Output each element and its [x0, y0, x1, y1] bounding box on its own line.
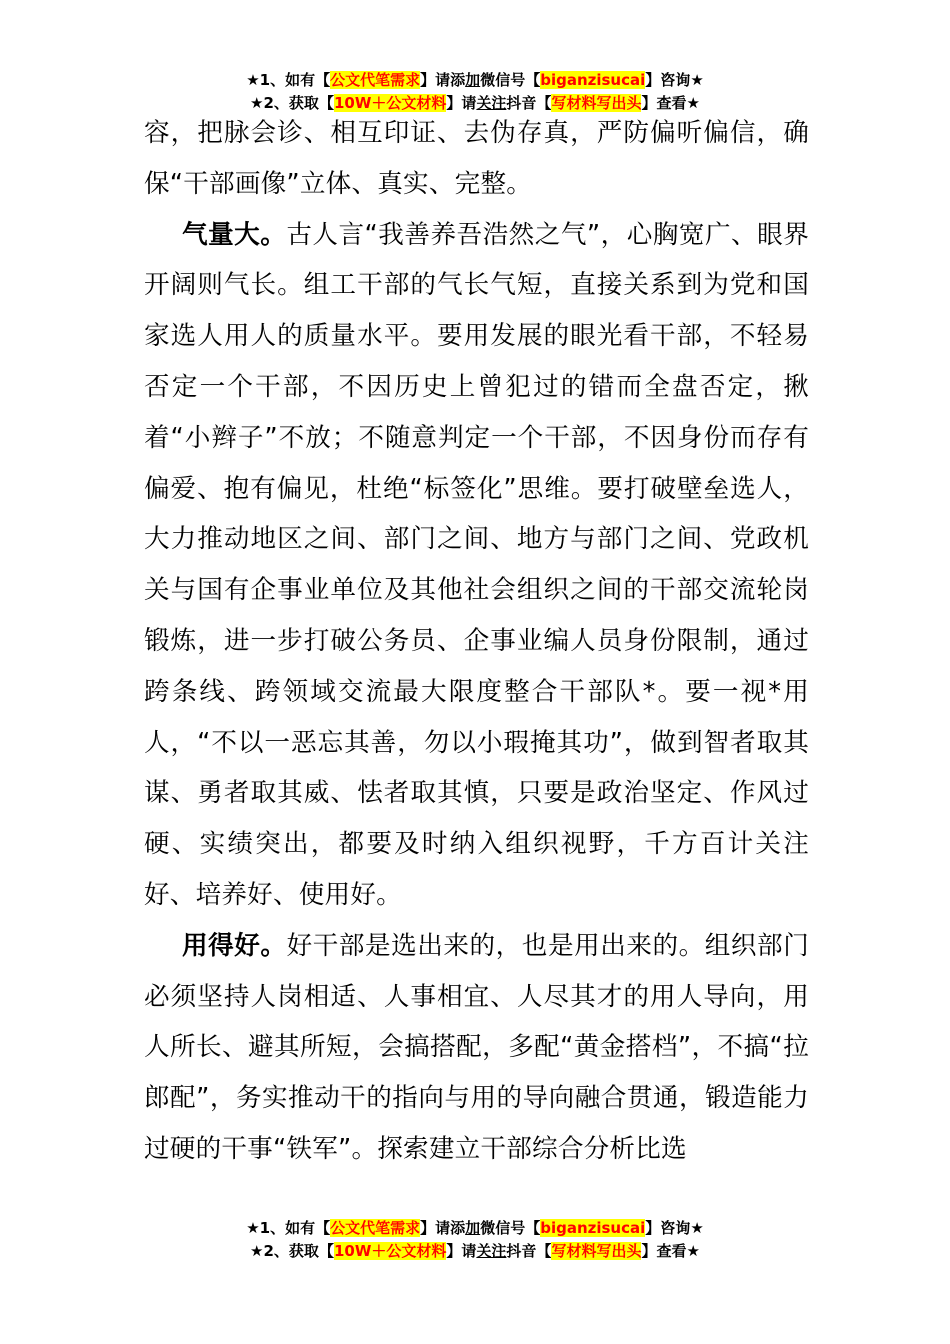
- paragraph-heading: 气量大。: [182, 219, 287, 250]
- banner-text: 请: [461, 94, 477, 112]
- banner-text: 请: [461, 1242, 477, 1260]
- banner-text: 1、如有: [259, 71, 316, 89]
- bracket: 】: [446, 94, 462, 112]
- banner-text: 1、如有: [259, 1219, 316, 1237]
- bracket: 】: [446, 1242, 462, 1260]
- banner-underlined-text: 加: [465, 71, 481, 89]
- paragraph-text: 好干部是选出来的，也是用出来的。组织部门必须坚持人岗相适、人事相宜、人尽其才的用人导向，用人所长、避其所短，会搞搭配，多配“黄金搭档”，不搞“拉郎配”，务实推动干的指向与用的导向融合贯通，锻造能力过硬的干事“铁军”。探索建立干部综合分析比选: [144, 930, 809, 1164]
- banner-text: 抖音: [506, 1242, 537, 1260]
- banner-underlined-text: 关注: [476, 94, 507, 112]
- banner-highlight: 10W＋公文材料: [333, 94, 447, 112]
- bracket: 】: [645, 1219, 661, 1237]
- banner-line-1: [0, 69, 950, 92]
- banner-text: 2、获取: [263, 94, 319, 112]
- star-icon: ★: [246, 71, 260, 89]
- banner-highlight: 公文代笔需求: [330, 1219, 421, 1237]
- banner-text: 微信号: [480, 1219, 526, 1237]
- banner-text: 请添: [435, 1219, 466, 1237]
- banner-wechat-id: biganzisucai: [540, 1219, 646, 1237]
- bracket: 】: [420, 1219, 436, 1237]
- star-icon: ★: [250, 1242, 264, 1260]
- banner-underlined-text: 加: [465, 1219, 481, 1237]
- banner-text: 查看: [656, 1242, 687, 1260]
- star-icon: ★: [250, 94, 264, 112]
- paragraph-continued: 容，把脉会诊、相互印证、去伪存真，严防偏听偏信，确保“干部画像”立体、真实、完整。: [144, 118, 809, 199]
- banner-text: 抖音: [506, 94, 537, 112]
- document-body: [144, 108, 809, 1175]
- bracket: 】: [420, 71, 436, 89]
- banner-douyin-id: 写材料写出头: [551, 1242, 642, 1260]
- paragraph-heading: 用得好。: [182, 930, 287, 961]
- banner-line-1: [0, 1217, 950, 1240]
- bracket: 】: [641, 1242, 657, 1260]
- bracket: 【: [536, 1242, 552, 1260]
- banner-text: 咨询: [660, 1219, 691, 1237]
- banner-text: 查看: [656, 94, 687, 112]
- bracket: 【: [525, 71, 541, 89]
- bracket: 【: [318, 94, 334, 112]
- star-icon: ★: [690, 1219, 704, 1237]
- star-icon: ★: [690, 71, 704, 89]
- banner-highlight: 10W＋公文材料: [333, 1242, 447, 1260]
- banner-wechat-id: biganzisucai: [540, 71, 646, 89]
- banner-line-2: [0, 1240, 950, 1263]
- star-icon: ★: [686, 94, 700, 112]
- bracket: 【: [525, 1219, 541, 1237]
- banner-text: 请添: [435, 71, 466, 89]
- bracket: 【: [318, 1242, 334, 1260]
- star-icon: ★: [246, 1219, 260, 1237]
- banner-highlight: 公文代笔需求: [330, 71, 421, 89]
- bracket: 【: [315, 1219, 331, 1237]
- bracket: 【: [536, 94, 552, 112]
- star-icon: ★: [686, 1242, 700, 1260]
- bracket: 】: [645, 71, 661, 89]
- footer-banner: [0, 1217, 950, 1263]
- banner-underlined-text: 关注: [476, 1242, 507, 1260]
- bracket: 】: [641, 94, 657, 112]
- banner-text: 咨询: [660, 71, 691, 89]
- banner-text: 2、获取: [263, 1242, 319, 1260]
- banner-text: 微信号: [480, 71, 526, 89]
- banner-douyin-id: 写材料写出头: [551, 94, 642, 112]
- paragraph-qiliang: [144, 210, 809, 921]
- paragraph-text: 古人言“我善养吾浩然之气”，心胸宽广、眼界开阔则气长。组工干部的气长气短，直接关系到为党和国家选人用人的质量水平。要用发展的眼光看干部，不轻易否定一个干部，不因历史上曾犯过的错而全盘否定，揪着“小辫子”不放；不随意判定一个干部，不因身份而存有偏爱、抱有偏见，杜绝“标签化”思维。要打破壁垒选人，大力推动地区之间、部门之间、地方与部门之间、党政机关与国有企事业单位及其他社会组织之间的干部交流轮岗锻炼，进一步打破公务员、企事业编人员身份限制，通过跨条线、跨领域交流最大限度整合干部队*。要一视*用人，“不以一恶忘其善，勿以小瑕掩其功”，做到智者取其谋、勇者取其威、怯者取其慎，只要是政治坚定、作风过硬、实绩突出，都要及时纳入组织视野，千方百计关注好、培养好、使用好。: [144, 219, 809, 910]
- paragraph-yongde: [144, 921, 809, 1175]
- bracket: 【: [315, 71, 331, 89]
